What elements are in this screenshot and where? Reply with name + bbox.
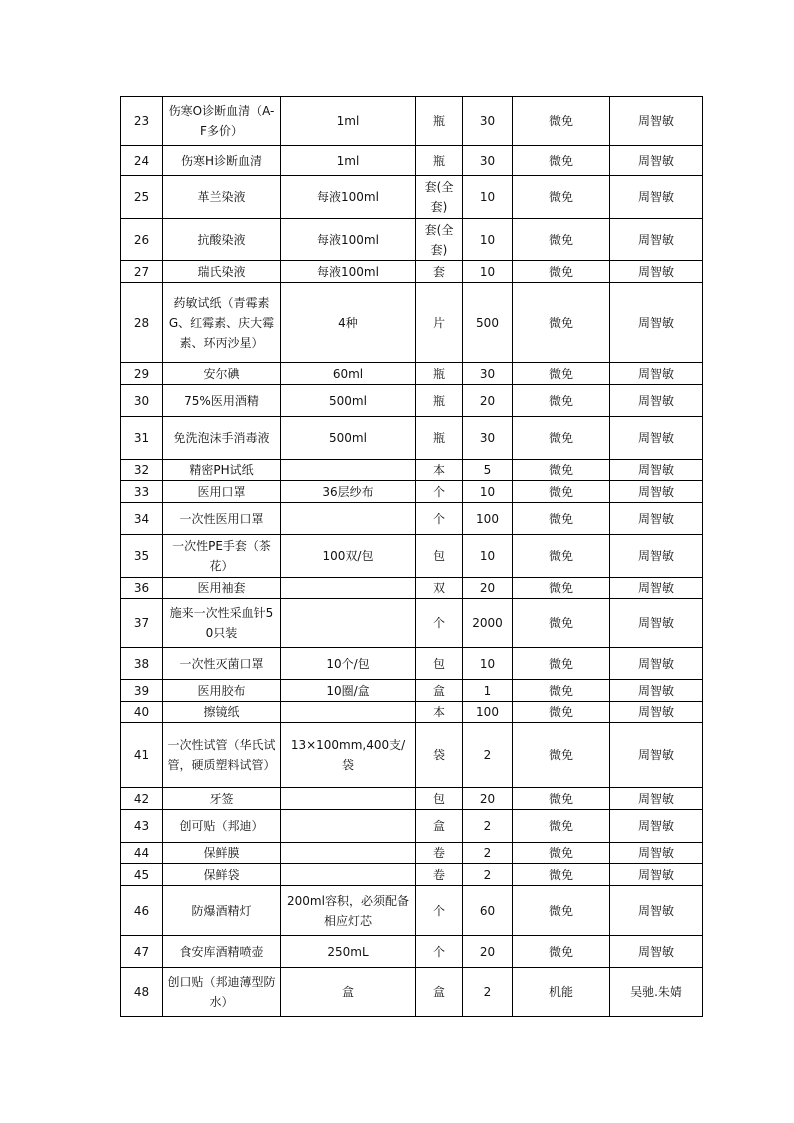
- item-spec: 200ml容积，必须配备相应灯芯: [281, 886, 416, 936]
- table-row: [121, 702, 703, 723]
- item-department: 微免: [513, 460, 610, 481]
- item-unit: 瓶: [416, 97, 463, 146]
- row-number: 46: [121, 886, 163, 936]
- item-unit: 盒: [416, 680, 463, 702]
- item-person: 周智敏: [610, 702, 703, 723]
- table-body: [121, 97, 703, 1017]
- item-unit: 本: [416, 460, 463, 481]
- item-person: 周智敏: [610, 810, 703, 843]
- item-quantity: 10: [463, 261, 513, 283]
- item-name: 伤寒O诊断血清（A-F多价）: [163, 97, 281, 146]
- item-spec: [281, 864, 416, 886]
- item-department: 微免: [513, 283, 610, 363]
- table-row: [121, 810, 703, 843]
- item-name: 创口贴（邦迪薄型防水）: [163, 968, 281, 1017]
- row-number: 39: [121, 680, 163, 702]
- item-quantity: 10: [463, 219, 513, 261]
- item-person: 周智敏: [610, 936, 703, 968]
- item-person: 周智敏: [610, 219, 703, 261]
- item-unit: 本: [416, 702, 463, 723]
- item-name: 革兰染液: [163, 176, 281, 219]
- table-row: [121, 417, 703, 460]
- item-spec: 60ml: [281, 363, 416, 385]
- item-name: 瑞氏染液: [163, 261, 281, 283]
- item-spec: 100双/包: [281, 535, 416, 578]
- table-row: [121, 97, 703, 146]
- item-name: 牙签: [163, 788, 281, 810]
- item-name: 保鲜袋: [163, 864, 281, 886]
- row-number: 32: [121, 460, 163, 481]
- row-number: 30: [121, 385, 163, 417]
- item-unit: 包: [416, 535, 463, 578]
- item-spec: 每液100ml: [281, 261, 416, 283]
- item-quantity: 20: [463, 936, 513, 968]
- item-department: 微免: [513, 481, 610, 503]
- item-name: 免洗泡沫手消毒液: [163, 417, 281, 460]
- row-number: 25: [121, 176, 163, 219]
- table-row: [121, 460, 703, 481]
- item-department: 微免: [513, 886, 610, 936]
- item-name: 一次性灭菌口罩: [163, 648, 281, 680]
- table-row: [121, 680, 703, 702]
- row-number: 48: [121, 968, 163, 1017]
- item-unit: 卷: [416, 864, 463, 886]
- item-name: 保鲜膜: [163, 843, 281, 864]
- item-quantity: 20: [463, 788, 513, 810]
- table-row: [121, 936, 703, 968]
- item-department: 微免: [513, 578, 610, 599]
- item-name: 一次性PE手套（茶花）: [163, 535, 281, 578]
- row-number: 27: [121, 261, 163, 283]
- item-name: 伤寒H诊断血清: [163, 146, 281, 176]
- row-number: 41: [121, 723, 163, 788]
- row-number: 36: [121, 578, 163, 599]
- row-number: 33: [121, 481, 163, 503]
- item-department: 机能: [513, 968, 610, 1017]
- item-quantity: 100: [463, 702, 513, 723]
- row-number: 40: [121, 702, 163, 723]
- table-row: [121, 283, 703, 363]
- item-person: 周智敏: [610, 503, 703, 535]
- item-unit: 瓶: [416, 363, 463, 385]
- item-person: 周智敏: [610, 578, 703, 599]
- supplies-table: [120, 96, 703, 1017]
- item-person: 周智敏: [610, 97, 703, 146]
- item-spec: 36层纱布: [281, 481, 416, 503]
- row-number: 37: [121, 599, 163, 648]
- item-quantity: 10: [463, 176, 513, 219]
- table-row: [121, 481, 703, 503]
- item-name: 抗酸染液: [163, 219, 281, 261]
- item-name: 精密PH试纸: [163, 460, 281, 481]
- item-quantity: 30: [463, 97, 513, 146]
- item-person: 周智敏: [610, 843, 703, 864]
- table-row: [121, 886, 703, 936]
- table-row: [121, 503, 703, 535]
- item-person: 周智敏: [610, 886, 703, 936]
- item-department: 微免: [513, 176, 610, 219]
- item-unit: 包: [416, 788, 463, 810]
- item-spec: 10个/包: [281, 648, 416, 680]
- item-unit: 盒: [416, 968, 463, 1017]
- item-person: 周智敏: [610, 481, 703, 503]
- item-spec: [281, 578, 416, 599]
- row-number: 35: [121, 535, 163, 578]
- row-number: 28: [121, 283, 163, 363]
- item-quantity: 10: [463, 481, 513, 503]
- item-spec: 250mL: [281, 936, 416, 968]
- item-quantity: 10: [463, 648, 513, 680]
- item-unit: 双: [416, 578, 463, 599]
- item-unit: 片: [416, 283, 463, 363]
- row-number: 34: [121, 503, 163, 535]
- item-unit: 个: [416, 503, 463, 535]
- item-department: 微免: [513, 599, 610, 648]
- item-department: 微免: [513, 810, 610, 843]
- item-department: 微免: [513, 648, 610, 680]
- item-name: 安尔碘: [163, 363, 281, 385]
- table-row: [121, 363, 703, 385]
- item-quantity: 20: [463, 578, 513, 599]
- item-unit: 袋: [416, 723, 463, 788]
- item-spec: [281, 788, 416, 810]
- item-quantity: 2000: [463, 599, 513, 648]
- item-quantity: 100: [463, 503, 513, 535]
- item-department: 微免: [513, 535, 610, 578]
- item-person: 周智敏: [610, 723, 703, 788]
- item-department: 微免: [513, 261, 610, 283]
- item-quantity: 30: [463, 363, 513, 385]
- item-unit: 套(全套): [416, 219, 463, 261]
- row-number: 24: [121, 146, 163, 176]
- item-person: 周智敏: [610, 648, 703, 680]
- item-name: 75%医用酒精: [163, 385, 281, 417]
- item-unit: 个: [416, 886, 463, 936]
- item-person: 周智敏: [610, 146, 703, 176]
- item-spec: [281, 810, 416, 843]
- table-row: [121, 261, 703, 283]
- item-spec: 每液100ml: [281, 176, 416, 219]
- item-unit: 卷: [416, 843, 463, 864]
- item-unit: 个: [416, 481, 463, 503]
- table-row: [121, 599, 703, 648]
- row-number: 31: [121, 417, 163, 460]
- row-number: 44: [121, 843, 163, 864]
- item-name: 医用胶布: [163, 680, 281, 702]
- item-department: 微免: [513, 936, 610, 968]
- item-quantity: 2: [463, 864, 513, 886]
- item-person: 周智敏: [610, 460, 703, 481]
- item-spec: 4种: [281, 283, 416, 363]
- item-quantity: 5: [463, 460, 513, 481]
- item-spec: 1ml: [281, 146, 416, 176]
- table-row: [121, 219, 703, 261]
- item-quantity: 500: [463, 283, 513, 363]
- table-row: [121, 385, 703, 417]
- item-person: 周智敏: [610, 680, 703, 702]
- item-department: 微免: [513, 146, 610, 176]
- item-person: 周智敏: [610, 363, 703, 385]
- item-spec: [281, 843, 416, 864]
- item-quantity: 60: [463, 886, 513, 936]
- item-person: 周智敏: [610, 261, 703, 283]
- item-quantity: 2: [463, 723, 513, 788]
- item-quantity: 2: [463, 968, 513, 1017]
- item-name: 施来一次性采血针50只装: [163, 599, 281, 648]
- item-name: 防爆酒精灯: [163, 886, 281, 936]
- table-row: [121, 535, 703, 578]
- item-department: 微免: [513, 864, 610, 886]
- table-row: [121, 648, 703, 680]
- table-row: [121, 146, 703, 176]
- item-unit: 瓶: [416, 385, 463, 417]
- item-name: 一次性医用口罩: [163, 503, 281, 535]
- item-spec: 10圈/盒: [281, 680, 416, 702]
- table-row: [121, 968, 703, 1017]
- item-person: 吴驰.朱婧: [610, 968, 703, 1017]
- item-spec: 每液100ml: [281, 219, 416, 261]
- row-number: 45: [121, 864, 163, 886]
- item-department: 微免: [513, 702, 610, 723]
- table-row: [121, 843, 703, 864]
- row-number: 23: [121, 97, 163, 146]
- item-department: 微免: [513, 219, 610, 261]
- item-person: 周智敏: [610, 599, 703, 648]
- item-spec: 1ml: [281, 97, 416, 146]
- item-unit: 盒: [416, 810, 463, 843]
- item-spec: 500ml: [281, 385, 416, 417]
- item-name: 创可贴（邦迪）: [163, 810, 281, 843]
- row-number: 42: [121, 788, 163, 810]
- item-spec: [281, 460, 416, 481]
- item-department: 微免: [513, 723, 610, 788]
- item-spec: [281, 599, 416, 648]
- item-department: 微免: [513, 385, 610, 417]
- item-person: 周智敏: [610, 385, 703, 417]
- item-quantity: 2: [463, 843, 513, 864]
- item-name: 食安库酒精喷壶: [163, 936, 281, 968]
- item-unit: 瓶: [416, 417, 463, 460]
- item-unit: 套: [416, 261, 463, 283]
- item-person: 周智敏: [610, 417, 703, 460]
- item-person: 周智敏: [610, 864, 703, 886]
- item-unit: 个: [416, 599, 463, 648]
- item-spec: 13×100mm,400支/袋: [281, 723, 416, 788]
- row-number: 26: [121, 219, 163, 261]
- item-department: 微免: [513, 363, 610, 385]
- item-quantity: 2: [463, 810, 513, 843]
- item-unit: 个: [416, 936, 463, 968]
- table-row: [121, 864, 703, 886]
- item-unit: 套(全套): [416, 176, 463, 219]
- item-spec: [281, 503, 416, 535]
- row-number: 43: [121, 810, 163, 843]
- item-department: 微免: [513, 680, 610, 702]
- item-quantity: 10: [463, 535, 513, 578]
- item-department: 微免: [513, 503, 610, 535]
- item-person: 周智敏: [610, 535, 703, 578]
- item-department: 微免: [513, 843, 610, 864]
- item-spec: 盒: [281, 968, 416, 1017]
- item-unit: 包: [416, 648, 463, 680]
- item-department: 微免: [513, 788, 610, 810]
- table-row: [121, 723, 703, 788]
- item-spec: 500ml: [281, 417, 416, 460]
- item-name: 医用袖套: [163, 578, 281, 599]
- item-person: 周智敏: [610, 176, 703, 219]
- item-name: 医用口罩: [163, 481, 281, 503]
- row-number: 38: [121, 648, 163, 680]
- item-quantity: 30: [463, 146, 513, 176]
- item-unit: 瓶: [416, 146, 463, 176]
- table-row: [121, 176, 703, 219]
- row-number: 47: [121, 936, 163, 968]
- item-quantity: 30: [463, 417, 513, 460]
- item-quantity: 20: [463, 385, 513, 417]
- item-name: 一次性试管（华氏试管，硬质塑料试管）: [163, 723, 281, 788]
- item-name: 药敏试纸（青霉素G、红霉素、庆大霉素、环丙沙星）: [163, 283, 281, 363]
- row-number: 29: [121, 363, 163, 385]
- table-row: [121, 578, 703, 599]
- table-row: [121, 788, 703, 810]
- item-person: 周智敏: [610, 283, 703, 363]
- item-department: 微免: [513, 97, 610, 146]
- item-spec: [281, 702, 416, 723]
- item-name: 擦镜纸: [163, 702, 281, 723]
- item-person: 周智敏: [610, 788, 703, 810]
- item-department: 微免: [513, 417, 610, 460]
- item-quantity: 1: [463, 680, 513, 702]
